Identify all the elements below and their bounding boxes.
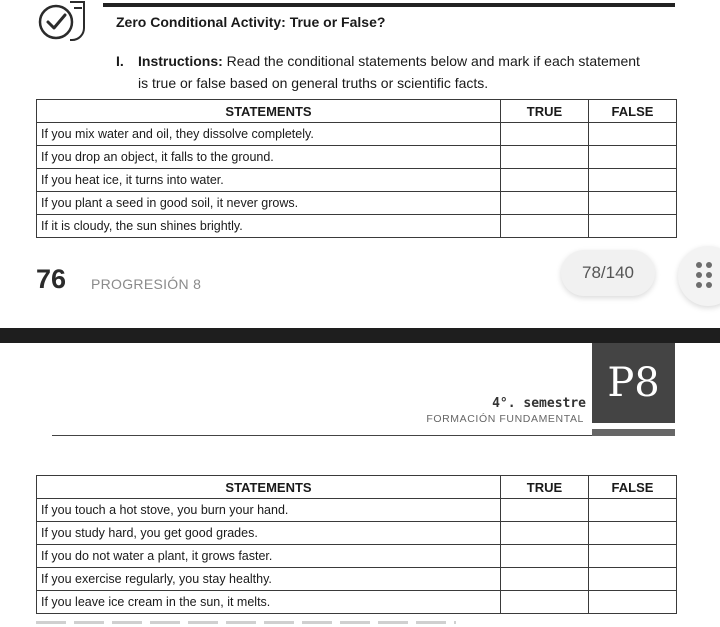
instructions-number: I. xyxy=(116,53,124,69)
page-divider xyxy=(0,328,720,343)
section-rule xyxy=(52,435,592,436)
table-header-row xyxy=(37,100,677,123)
statement-cell: If you exercise regularly, you stay healthy. xyxy=(37,568,501,591)
true-answer-cell[interactable] xyxy=(501,568,589,591)
page-number: 76 xyxy=(36,264,67,294)
true-false-table-2 xyxy=(36,475,677,614)
table-row xyxy=(37,591,677,614)
false-header: FALSE xyxy=(589,476,677,499)
formation-label: FORMACIÓN FUNDAMENTAL xyxy=(426,413,584,425)
table-row xyxy=(37,169,677,192)
statement-cell: If you leave ice cream in the sun, it melts. xyxy=(37,591,501,614)
statement-cell: If you mix water and oil, they dissolve completely. xyxy=(37,123,501,146)
instructions-label: Instructions: xyxy=(138,53,223,69)
false-answer-cell[interactable] xyxy=(589,215,677,238)
progression-label: PROGRESIÓN 8 xyxy=(91,276,202,292)
false-answer-cell[interactable] xyxy=(589,545,677,568)
true-answer-cell[interactable] xyxy=(501,591,589,614)
table-row xyxy=(37,545,677,568)
false-answer-cell[interactable] xyxy=(589,146,677,169)
false-answer-cell[interactable] xyxy=(589,192,677,215)
statements-header: STATEMENTS xyxy=(37,100,501,123)
table-row xyxy=(37,192,677,215)
true-answer-cell[interactable] xyxy=(501,169,589,192)
false-answer-cell[interactable] xyxy=(589,568,677,591)
header-rule xyxy=(103,3,675,7)
progression-badge: P8 xyxy=(592,343,675,423)
statements-header: STATEMENTS xyxy=(37,476,501,499)
false-answer-cell[interactable] xyxy=(589,123,677,146)
false-answer-cell[interactable] xyxy=(589,591,677,614)
table-row xyxy=(37,568,677,591)
true-answer-cell[interactable] xyxy=(501,522,589,545)
semester-label: 4°. semestre xyxy=(492,396,586,411)
true-answer-cell[interactable] xyxy=(501,192,589,215)
table-row xyxy=(37,215,677,238)
true-false-table-1 xyxy=(36,99,677,238)
true-header: TRUE xyxy=(501,100,589,123)
checklist-icon xyxy=(36,0,98,44)
false-answer-cell[interactable] xyxy=(589,499,677,522)
true-header: TRUE xyxy=(501,476,589,499)
instructions-text-1: Read the conditional statements below and mark if each statement xyxy=(222,53,640,69)
table-row xyxy=(37,146,677,169)
activity-title: Zero Conditional Activity: True or False? xyxy=(116,14,386,30)
statement-cell: If you do not water a plant, it grows faster. xyxy=(37,545,501,568)
table-row xyxy=(37,522,677,545)
true-answer-cell[interactable] xyxy=(501,123,589,146)
page-counter[interactable]: 78/140 xyxy=(561,250,655,296)
false-answer-cell[interactable] xyxy=(589,522,677,545)
statement-cell: If it is cloudy, the sun shines brightly. xyxy=(37,215,501,238)
statement-cell: If you touch a hot stove, you burn your hand. xyxy=(37,499,501,522)
true-answer-cell[interactable] xyxy=(501,215,589,238)
cut-off-text-strip xyxy=(36,621,456,624)
true-answer-cell[interactable] xyxy=(501,499,589,522)
statement-cell: If you plant a seed in good soil, it never grows. xyxy=(37,192,501,215)
statement-cell: If you study hard, you get good grades. xyxy=(37,522,501,545)
instructions xyxy=(116,50,676,94)
true-answer-cell[interactable] xyxy=(501,146,589,169)
statement-cell: If you heat ice, it turns into water. xyxy=(37,169,501,192)
table-row xyxy=(37,499,677,522)
true-answer-cell[interactable] xyxy=(501,545,589,568)
table-row xyxy=(37,123,677,146)
false-answer-cell[interactable] xyxy=(589,169,677,192)
table-header-row xyxy=(37,476,677,499)
instructions-text-2: is true or false based on general truths or scientific facts. xyxy=(138,75,489,91)
statement-cell: If you drop an object, it falls to the ground. xyxy=(37,146,501,169)
badge-underline xyxy=(592,429,675,436)
false-header: FALSE xyxy=(589,100,677,123)
